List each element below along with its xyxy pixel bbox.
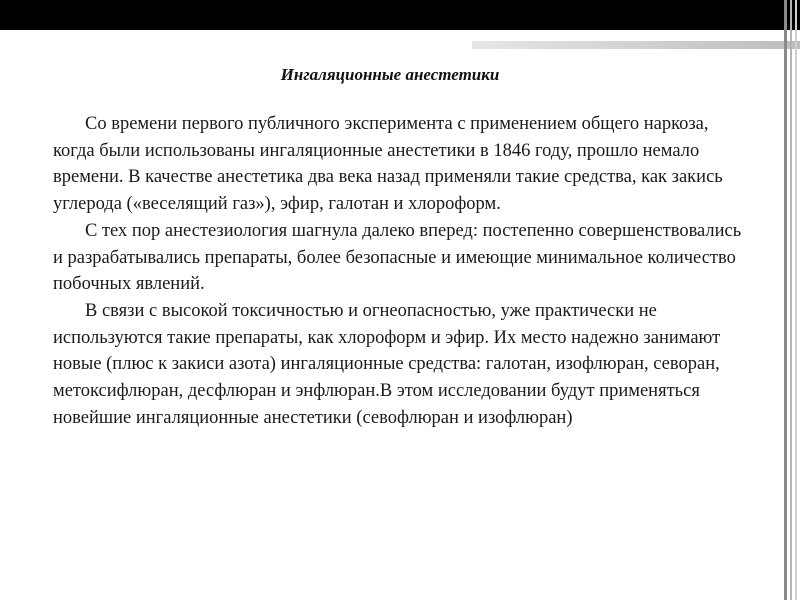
slide-body xyxy=(53,111,743,431)
stripe-dark xyxy=(784,0,787,600)
paragraph-modern-agents: В связи с высокой токсичностью и огнеопасностью, уже практически не используются такие препараты, как хлороформ и эфир. Их место надежно занимают новые (плюс к закиси азота) ингаляционные средства: галотан, изофлюран, севоран, метоксифлюран, десфлюран и энфлюран.В этом исследовании будут применяться новейшие ингаляционные анестетики (севофлюран и изофлюран) xyxy=(53,300,721,428)
right-decorative-stripes xyxy=(778,0,800,600)
header-accent-stripe xyxy=(472,41,800,49)
top-black-bar xyxy=(0,0,800,30)
slide-title: Ингаляционные анестетики xyxy=(280,65,500,84)
paragraph-history: Со времени первого публичного эксперимента с применением общего наркоза, когда были использованы ингаляционные анестетики в 1846 году, прошло немало времени. В качестве анестетика два века назад применяли такие средства, как закись углерода («веселящий газ»), эфир, галотан и хлороформ. xyxy=(53,114,723,215)
paragraph-progress: С тех пор анестезиология шагнула далеко вперед: постепенно совершенствовались и разрабатывались препараты, более безопасные и имеющие минимальное количество побочных явлений. xyxy=(53,220,742,295)
stripe-light xyxy=(795,0,797,600)
stripe-mid xyxy=(790,0,792,600)
